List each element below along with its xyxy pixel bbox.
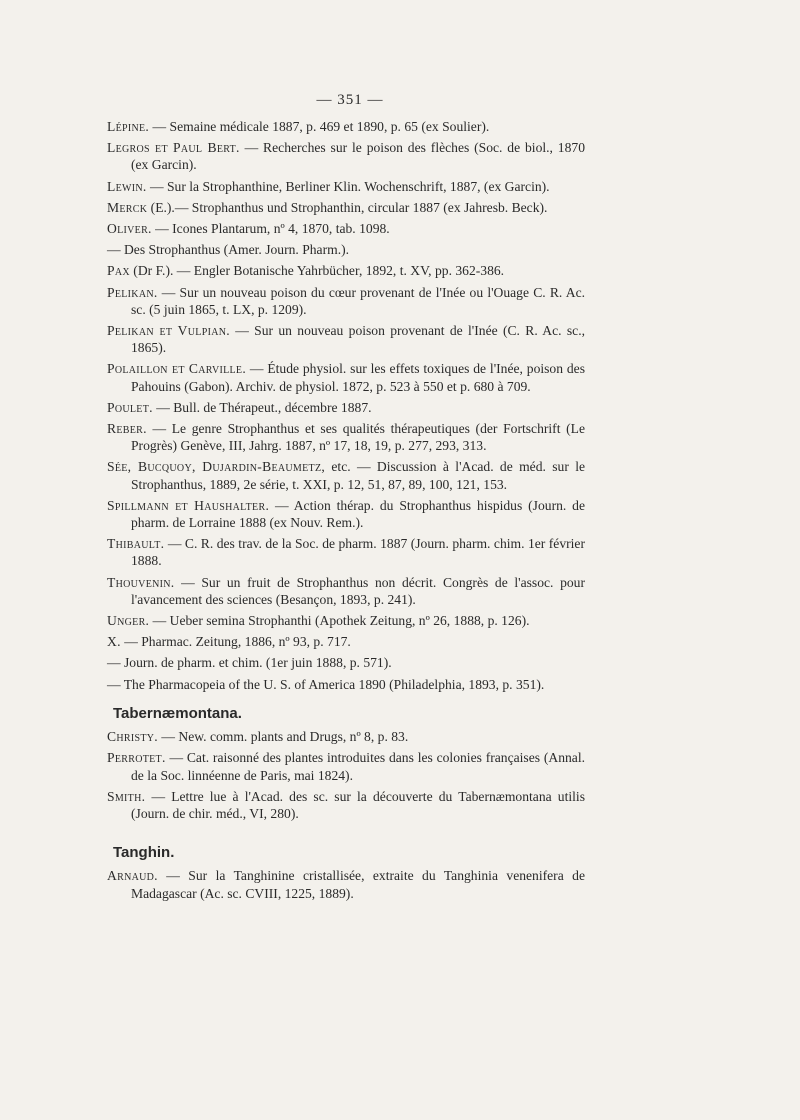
bibliography-section-strophanthus — [107, 118, 585, 693]
entry-author: Lépine. — [107, 119, 150, 134]
entry-author: Thouvenin. — [107, 574, 175, 590]
entry-author: Polaillon et Carville. — [107, 361, 247, 377]
entry-text: (Dr F.). — Engler Botanische Yahrbücher, 1892, t. XV, pp. 362-386. — [129, 263, 505, 279]
entry-text: — Sur la Tanghinine cristallisée, extraite du Tanghinia venenifera de Madagascar (Ac. sc. CVIII, 1225, 1889). — [131, 868, 585, 901]
entry-author: Christy. — [107, 729, 158, 745]
section-heading-tanghin: Tanghin. — [113, 844, 175, 862]
bibliography-entry — [107, 728, 585, 745]
entry-author: Perrotet. — [107, 750, 166, 766]
entry-text: — Cat. raisonné des plantes introduites dans les colonies françaises (Annal. de la Soc. linnéenne de Paris, mai 1824). — [131, 750, 585, 783]
entry-text: — Journ. de pharm. et chim. (1er juin 1888, p. 571). — [107, 655, 392, 671]
bibliography-entry — [107, 118, 585, 135]
entry-text: — Action thérap. du Strophanthus hispidus (Journ. de pharm. de Lorraine 1888 (ex Nouv. Rem.). — [131, 497, 585, 531]
entry-text: — The Pharmacopeia of the U. S. of America 1890 (Philadelphia, 1893, p. 351). — [107, 676, 545, 692]
section-heading-tabernaemontana: Tabernæmontana. — [113, 704, 242, 722]
bibliography-entry — [107, 574, 585, 608]
entry-text: (E.).— Strophanthus und Strophanthin, circular 1887 (ex Jahresb. Beck). — [147, 199, 548, 215]
bibliography-entry — [107, 241, 585, 258]
bibliography-entry — [107, 749, 585, 783]
bibliography-entry — [107, 220, 585, 237]
entry-text: — Sur un nouveau poison provenant de l'Inée (C. R. Ac. sc., 1865). — [131, 323, 585, 356]
entry-text: — Lettre lue à l'Acad. des sc. sur la découverte du Tabernæmontana utilis (Journ. de chir. méd., VI, 280). — [131, 788, 585, 821]
bibliography-entry — [107, 867, 585, 901]
entry-author: Legros et Paul Bert. — [107, 140, 240, 156]
entry-author: Pelikan et Vulpian. — [107, 323, 230, 339]
entry-text: — Icones Plantarum, nº 4, 1870, tab. 1098. — [151, 221, 390, 237]
bibliography-entry — [107, 139, 585, 173]
bibliography-entry — [107, 360, 585, 394]
entry-text: — Sur la Strophanthine, Berliner Klin. Wochenschrift, 1887, (ex Garcin). — [146, 178, 550, 194]
bibliography — [107, 118, 585, 906]
entry-text: — Ueber semina Strophanthi (Apothek Zeitung, nº 26, 1888, p. 126). — [149, 613, 530, 629]
bibliography-section-tabernaemontana — [107, 728, 585, 822]
bibliography-entry — [107, 322, 585, 356]
entry-text: — Bull. de Thérapeut., décembre 1887. — [152, 399, 372, 415]
page-number: — 351 — — [316, 92, 384, 108]
entry-author: Pelikan. — [107, 284, 158, 300]
entry-text: — C. R. des trav. de la Soc. de pharm. 1887 (Journ. pharm. chim. 1er février 1888. — [131, 536, 585, 569]
entry-text: — New. comm. plants and Drugs, nº 8, p. 83. — [157, 729, 409, 745]
entry-author: Sée, Bucquoy, Dujardin-Beaumetz, — [107, 459, 326, 475]
entry-text: — Sur un fruit de Strophanthus non décrit. Congrès de l'assoc. pour l'avancement des sciences (Besançon, 1893, p. 241). — [131, 574, 585, 607]
bibliography-entry — [107, 458, 585, 492]
entry-text: — Semaine médicale 1887, p. 469 et 1890, p. 65 (ex Soulier). — [149, 119, 490, 134]
entry-author: Arnaud. — [107, 868, 158, 884]
bibliography-entry — [107, 676, 585, 693]
entry-text: — Étude physiol. sur les effets toxiques de l'Inée, poison des Pahouins (Gabon). Archiv. de physiol. 1872, p. 523 à 550 et p. 680 à 709. — [131, 361, 585, 394]
bibliography-entry — [107, 654, 585, 671]
entry-text: — Recherches sur le poison des flèches (Soc. de biol., 1870 (ex Garcin). — [131, 140, 585, 173]
bibliography-entry — [107, 199, 585, 216]
entry-text: — Le genre Strophanthus et ses qualités thérapeutiques (der Fortschrift (Le Progrès) Genève, III, Jahrg. 1887, nº 17, 18, 19, p. 277, 293, 313. — [131, 421, 585, 454]
bibliography-entry — [107, 497, 585, 531]
entry-author: Smith. — [107, 788, 146, 804]
bibliography-entry — [107, 284, 585, 318]
bibliography-entry — [107, 612, 585, 629]
bibliography-entry — [107, 535, 585, 569]
entry-author: Thibault. — [107, 536, 165, 552]
bibliography-entry — [107, 262, 585, 279]
entry-author: Unger. — [107, 613, 150, 629]
entry-author: Reber. — [107, 421, 147, 437]
bibliography-entry — [107, 178, 585, 195]
entry-author: X. — [107, 634, 121, 650]
entry-text: — Sur un nouveau poison du cœur provenant de l'Inée ou l'Ouage C. R. Ac. sc. (5 juin 1865, t. LX, p. 1209). — [131, 284, 585, 317]
entry-author: Poulet. — [107, 399, 153, 415]
entry-author: Pax — [107, 263, 130, 279]
entry-author: Spillmann et Haushalter. — [107, 497, 270, 513]
entry-author: Oliver. — [107, 221, 152, 237]
bibliography-entry — [107, 788, 585, 822]
entry-author: Merck — [107, 199, 148, 215]
bibliography-section-tanghin — [107, 867, 585, 901]
bibliography-entry — [107, 633, 585, 650]
bibliography-entry — [107, 420, 585, 454]
bibliography-entry — [107, 399, 585, 416]
entry-text: — Des Strophanthus (Amer. Journ. Pharm.). — [107, 242, 350, 258]
entry-text: etc. — Discussion à l'Acad. de méd. sur le Strophanthus, 1889, 2e série, t. XXI, p. 12, 51, 87, 89, 100, 121, 153. — [131, 459, 586, 492]
entry-text: — Pharmac. Zeitung, 1886, nº 93, p. 717. — [120, 634, 351, 650]
entry-author: Lewin. — [107, 178, 147, 194]
